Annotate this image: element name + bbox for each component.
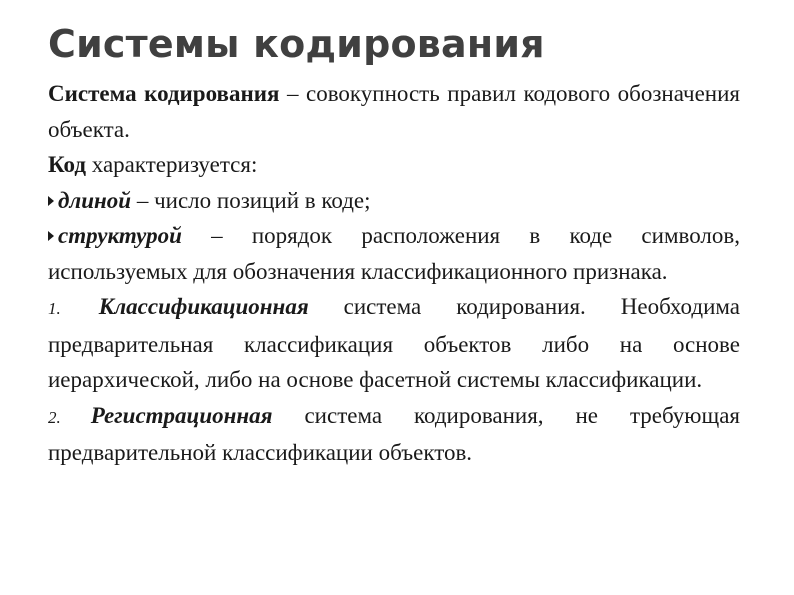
feature-item-structure	[48, 218, 740, 289]
triangle-bullet-icon	[48, 196, 54, 206]
feature-text: – число позиций в коде;	[131, 187, 371, 213]
code-term: Код	[48, 152, 87, 177]
type-number: 1.	[48, 299, 61, 318]
type-text: система кодирования, не требующая предварительной классификации объектов.	[48, 402, 740, 465]
type-term: Классификационная	[98, 294, 309, 319]
feature-item-length	[48, 183, 740, 219]
definition-paragraph	[48, 76, 740, 147]
type-item-registration	[48, 398, 740, 471]
definition-text: – совокупность правил кодового обозначения объекта.	[48, 81, 740, 142]
type-text: система кодирования. Необходима предварительная классификация объектов либо на основе иерархической, либо на основе фасетной системы классификации.	[48, 294, 740, 392]
feature-text: – порядок расположения в коде символов, используемых для обозначения классификационного признака.	[48, 223, 740, 284]
type-number: 2.	[48, 407, 61, 427]
feature-term: структурой	[58, 223, 182, 248]
slide-body	[48, 76, 740, 471]
definition-term: Система кодирования	[48, 81, 280, 106]
type-term: Регистрационная	[90, 402, 273, 428]
feature-term: длиной	[58, 187, 132, 213]
code-text: характеризуется:	[86, 152, 258, 177]
slide-title: Системы кодирования	[48, 22, 545, 66]
code-paragraph	[48, 147, 740, 183]
type-item-classification	[48, 289, 740, 398]
triangle-bullet-icon	[48, 231, 54, 241]
